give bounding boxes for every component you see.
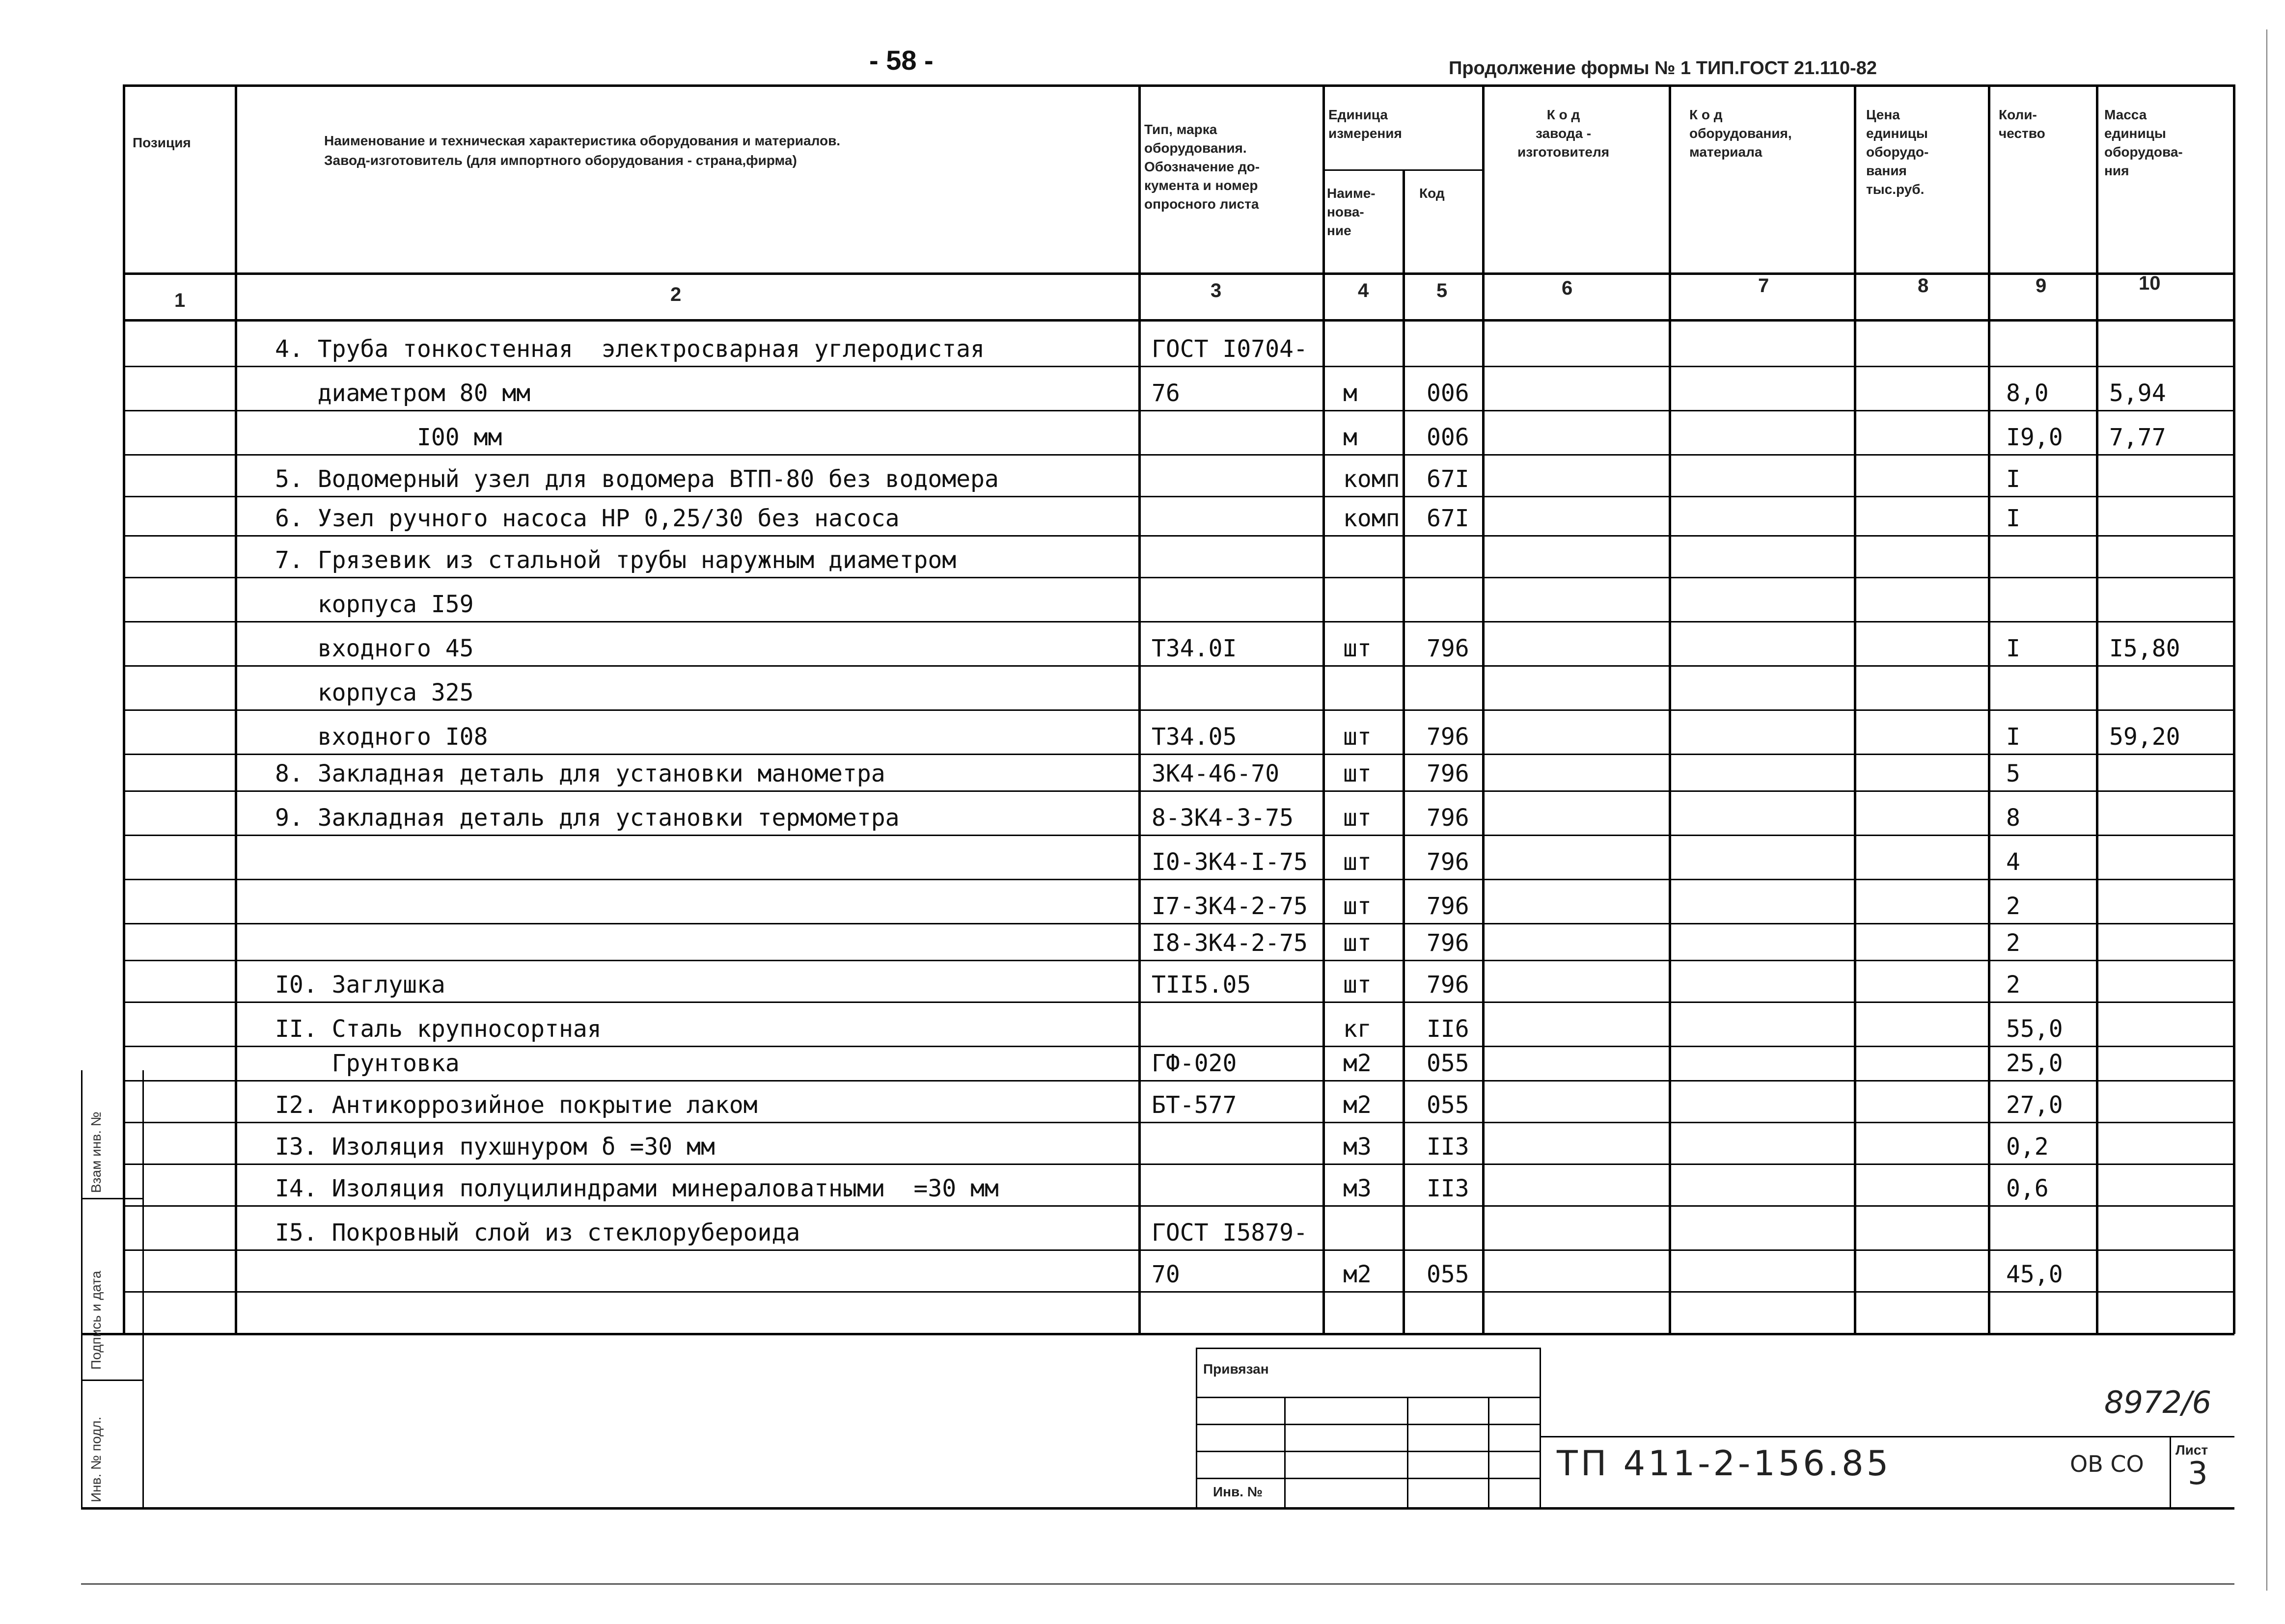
cell-qty: I [2006,505,2020,532]
stamp-grid [1284,1397,1286,1509]
row-separator [123,1291,2234,1293]
cell-code: II3 [1427,1175,1469,1202]
cell-code: 67I [1427,505,1469,532]
stamp-bottom-line [81,1507,2234,1510]
cell-type: I7-ЗК4-2-75 [1152,893,1308,920]
page-bottom-rule [81,1583,2234,1585]
page-number: - 58 - [869,45,934,76]
column-number: 7 [1758,275,1769,297]
cell-qty: I [2006,723,2020,751]
cell-unit: м2 [1343,1091,1372,1119]
stamp-grid [1540,1348,1541,1509]
column-number: 1 [174,290,186,311]
cell-type: I8-ЗК4-2-75 [1152,929,1308,957]
cell-name: 6. Узел ручного насоса НР 0,25/30 без насоса [275,505,900,532]
cell-code: 796 [1427,804,1469,832]
stamp-sheet-number: 3 [2188,1456,2208,1492]
row-separator [123,1080,2234,1082]
row-separator [123,1001,2234,1003]
stamp-grid [1196,1478,1541,1479]
row-separator [123,1164,2234,1165]
cell-name: I5. Покровный слой из стеклорубероида [275,1219,800,1246]
header-mass: Масса единицы оборудова- ния [2104,107,2183,178]
album-number: 8972/6 [2104,1384,2212,1420]
cell-unit: м2 [1343,1050,1372,1077]
side-strip-div-1 [81,1198,144,1199]
row-separator [123,754,2234,755]
row-separator [123,577,2234,578]
cell-qty: I [2006,635,2020,662]
side-strip-div-2 [81,1380,144,1381]
cell-name: 8. Закладная деталь для установки манометра [275,760,885,787]
cell-name: I4. Изоляция полуцилиндрами минераловатными =30 мм [275,1175,999,1202]
cell-unit: м [1343,379,1357,407]
row-separator [123,923,2234,924]
cell-type: Т34.05 [1152,723,1237,751]
stamp-inv-label: Инв. № [1213,1484,1263,1499]
right-edge-rule [2266,29,2267,1591]
header-unit-code: Код [1419,186,1445,201]
cell-type: ТII5.05 [1152,971,1251,999]
cell-code: 796 [1427,635,1469,662]
row-separator [123,790,2234,792]
cell-code: 055 [1427,1050,1469,1077]
cell-type: 70 [1152,1261,1180,1288]
cell-unit: м3 [1343,1175,1372,1202]
cell-mass: 59,20 [2109,723,2180,751]
cell-code: II3 [1427,1133,1469,1161]
cell-name: диаметром 80 мм [275,379,531,407]
header-name-line1: Наименование и техническая характеристика оборудования и материалов. [324,133,841,148]
cell-name: I2. Антикоррозийное покрытие лаком [275,1091,758,1119]
cell-unit: м3 [1343,1133,1372,1161]
row-separator [123,621,2234,623]
header-unit: Единица измерения [1328,107,1402,141]
row-separator [123,410,2234,411]
cell-type: ЗК4-46-70 [1152,760,1280,787]
header-plant-code: К о д завода - изготовителя [1517,107,1610,160]
cell-code: 796 [1427,723,1469,751]
row-separator [123,879,2234,880]
cell-mass: 5,94 [2109,379,2166,407]
stamp-grid [2170,1436,2171,1509]
column-number: 4 [1358,280,1369,301]
stamp-grid [1196,1348,1541,1349]
cell-type: БТ-577 [1152,1091,1237,1119]
stamp-top-line [81,1333,2234,1335]
side-label-inv-podl: Инв. № подл. [88,1416,104,1502]
header-equipment-code: К о д оборудования, материала [1689,107,1792,160]
column-number: 5 [1436,280,1448,301]
cell-code: 055 [1427,1091,1469,1119]
cell-name: корпуса I59 [275,591,474,618]
row-separator [123,665,2234,667]
cell-mass: 7,77 [2109,424,2166,451]
cell-qty: 4 [2006,848,2020,876]
cell-qty: 27,0 [2006,1091,2063,1119]
stamp-grid [1196,1451,1541,1452]
cell-code: 796 [1427,971,1469,999]
stamp-bound-label: Привязан [1203,1361,1269,1377]
cell-code: 796 [1427,760,1469,787]
cell-qty: 55,0 [2006,1015,2063,1043]
row-separator [123,496,2234,497]
header-type: Тип, марка оборудования. Обозначение до- кумента и номер опросного листа [1144,122,1260,212]
cell-qty: 8,0 [2006,379,2049,407]
cell-unit: шт [1343,804,1372,832]
cell-code: 67I [1427,465,1469,493]
cell-unit: кг [1343,1015,1372,1043]
cell-name: входного 45 [275,635,474,662]
stamp-grid [1407,1397,1408,1509]
header-name-line2: Завод-изготовитель (для импортного оборудования - страна,фирма) [324,153,797,168]
column-number: 3 [1211,280,1222,301]
cell-unit: шт [1343,929,1372,957]
column-number: 8 [1918,275,1929,297]
row-separator [123,535,2234,537]
row-separator [123,1122,2234,1123]
cell-name: 9. Закладная деталь для установки термометра [275,804,900,832]
row-separator [123,366,2234,367]
cell-code: 055 [1427,1261,1469,1288]
row-separator [123,709,2234,711]
header-quantity: Коли- чество [1999,107,2045,141]
cell-type: ГОСТ I5879- [1152,1219,1308,1246]
cell-unit: шт [1343,760,1372,787]
side-strip-border-left [81,1070,83,1507]
row-separator [123,1205,2234,1207]
column-number: 2 [670,284,682,305]
cell-code: 796 [1427,929,1469,957]
cell-unit: шт [1343,893,1372,920]
side-label-podpis: Подпись и дата [88,1271,104,1370]
cell-qty: 25,0 [2006,1050,2063,1077]
table-top-border [123,84,2234,87]
cell-name: Грунтовка [275,1050,460,1077]
column-number: 9 [2036,275,2047,297]
cell-unit: шт [1343,971,1372,999]
row-separator [123,454,2234,456]
cell-type: 76 [1152,379,1180,407]
cell-name: I00 мм [275,424,502,451]
side-label-vzam: Взам инв. № [88,1111,104,1193]
side-strip-border [142,1070,144,1507]
cell-name: I3. Изоляция пухшнуром δ =30 мм [275,1133,715,1161]
cell-name: II. Сталь крупносортная [275,1015,602,1043]
cell-type: ГОСТ I0704- [1152,335,1308,363]
cell-qty: 5 [2006,760,2020,787]
cell-name: корпуса 325 [275,679,474,706]
row-separator [123,1249,2234,1251]
row-separator [123,960,2234,961]
row-separator [123,835,2234,836]
header-position: Позиция [133,135,191,150]
cell-qty: 2 [2006,929,2020,957]
stamp-doc-code: ТП 411-2-156.85 [1557,1443,1892,1484]
cell-unit: шт [1343,635,1372,662]
cell-unit: шт [1343,848,1372,876]
cell-name: I0. Заглушка [275,971,445,999]
cell-name: 7. Грязевик из стальной трубы наружным диаметром [275,546,957,574]
stamp-sheet-label: Лист [2175,1442,2208,1458]
cell-unit: м [1343,424,1357,451]
cell-qty: I [2006,465,2020,493]
cell-code: 006 [1427,379,1469,407]
cell-name: 4. Труба тонкостенная электросварная углеродистая [275,335,985,363]
cell-code: 796 [1427,893,1469,920]
cell-qty: I9,0 [2006,424,2063,451]
cell-name: 5. Водомерный узел для водомера ВТП-80 без водомера [275,465,999,493]
form-title: Продолжение формы № 1 ТИП.ГОСТ 21.110-82 [1449,58,1877,79]
colnum-divider [123,319,2234,322]
column-number: 6 [1562,277,1573,299]
stamp-grid [1196,1424,1541,1425]
cell-name: входного I08 [275,723,488,751]
column-number: 10 [2139,272,2161,294]
cell-qty: 0,6 [2006,1175,2049,1202]
col-border-4 [1403,169,1405,1334]
cell-type: ГФ-020 [1152,1050,1237,1077]
cell-unit: м2 [1343,1261,1372,1288]
cell-type: Т34.0I [1152,635,1237,662]
cell-qty: 8 [2006,804,2020,832]
cell-mass: I5,80 [2109,635,2180,662]
header-price: Цена единицы оборудо- вания тыс.руб. [1866,107,1929,197]
cell-qty: 45,0 [2006,1261,2063,1288]
cell-unit: комп [1343,465,1400,493]
cell-unit: комп [1343,505,1400,532]
cell-unit: шт [1343,723,1372,751]
cell-type: 8-ЗК4-3-75 [1152,804,1294,832]
cell-qty: 2 [2006,893,2020,920]
header-unit-name: Наиме- нова- ние [1327,186,1376,238]
stamp-grid [1196,1397,1541,1398]
cell-qty: 2 [2006,971,2020,999]
row-separator [123,1046,2234,1047]
cell-type: I0-ЗК4-I-75 [1152,848,1308,876]
stamp-doc-suffix: ОВ СО [2070,1451,2144,1477]
cell-code: II6 [1427,1015,1469,1043]
stamp-grid [1540,1436,2234,1437]
cell-code: 006 [1427,424,1469,451]
cell-code: 796 [1427,848,1469,876]
cell-qty: 0,2 [2006,1133,2049,1161]
stamp-grid [1488,1397,1489,1509]
stamp-grid [1196,1348,1197,1509]
